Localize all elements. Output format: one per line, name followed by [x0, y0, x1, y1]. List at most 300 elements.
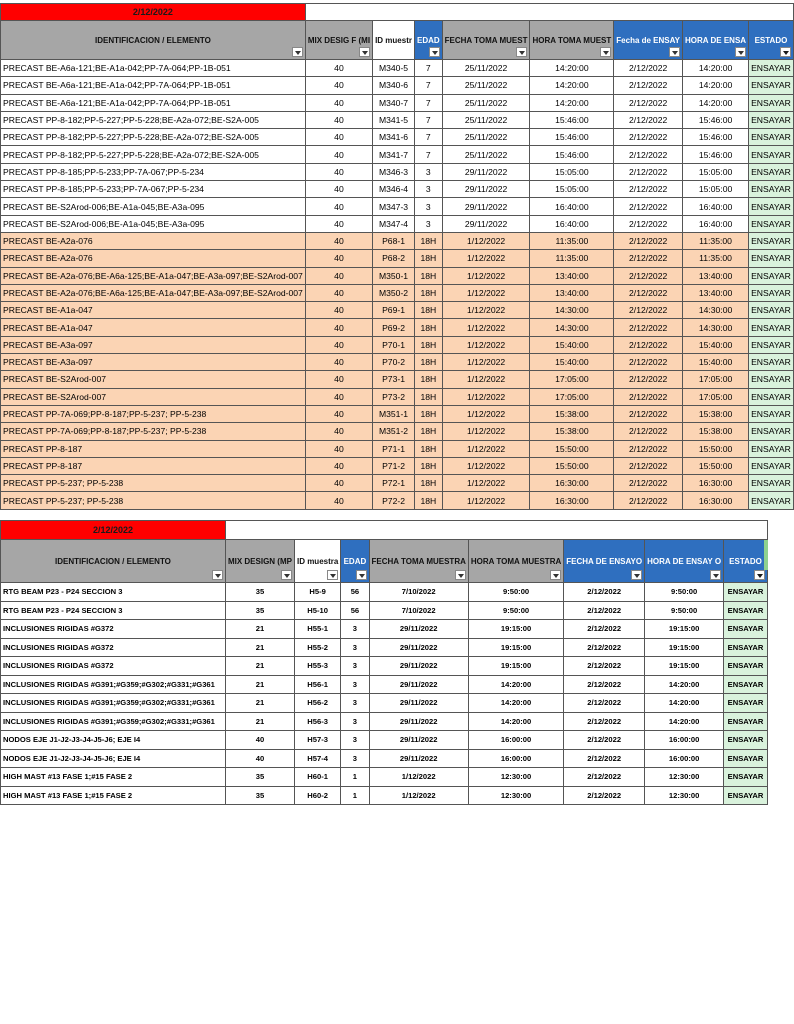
- cell-hora-toma[interactable]: 15:50:00: [530, 440, 614, 457]
- cell-mix-design[interactable]: 40: [305, 111, 372, 128]
- cell-edad[interactable]: 3: [341, 712, 369, 731]
- cell-identificacion[interactable]: PRECAST BE-S2Arod-007: [1, 371, 306, 388]
- cell-hora-toma[interactable]: 15:05:00: [530, 163, 614, 180]
- cell-identificacion[interactable]: PRECAST BE-A1a-047: [1, 319, 306, 336]
- cell-hora-toma[interactable]: 9:50:00: [468, 583, 563, 602]
- cell-hora-ensayo[interactable]: 14:20:00: [645, 712, 724, 731]
- cell-hora-toma[interactable]: 16:00:00: [468, 749, 563, 768]
- cell-estado[interactable]: ENSAYAR: [749, 163, 794, 180]
- cell-fecha-toma[interactable]: 25/11/2022: [442, 129, 530, 146]
- cell-identificacion[interactable]: PRECAST BE-A6a-121;BE-A1a-042;PP-7A-064;PP-1B-051: [1, 60, 306, 77]
- cell-edad[interactable]: 18H: [414, 354, 442, 371]
- filter-active-icon[interactable]: [754, 570, 765, 580]
- cell-hora-ensayo[interactable]: 11:35:00: [683, 250, 749, 267]
- cell-mix-design[interactable]: 40: [305, 319, 372, 336]
- cell-edad[interactable]: 56: [341, 583, 369, 602]
- cell-hora-toma[interactable]: 12:30:00: [468, 768, 563, 787]
- cell-hora-toma[interactable]: 16:00:00: [468, 731, 563, 750]
- cell-estado[interactable]: ENSAYAR: [749, 181, 794, 198]
- cell-identificacion[interactable]: PRECAST BE-S2Arod-007: [1, 388, 306, 405]
- table-row[interactable]: [1, 129, 794, 146]
- cell-id-muestra[interactable]: M341-5: [373, 111, 415, 128]
- filter-active-icon[interactable]: [780, 47, 791, 57]
- cell-edad[interactable]: 18H: [414, 475, 442, 492]
- cell-hora-toma[interactable]: 14:20:00: [530, 94, 614, 111]
- cell-edad[interactable]: 18H: [414, 492, 442, 509]
- cell-estado[interactable]: ENSAYAR: [724, 694, 768, 713]
- cell-edad[interactable]: 7: [414, 94, 442, 111]
- cell-id-muestra[interactable]: M347-3: [373, 198, 415, 215]
- cell-estado[interactable]: ENSAYAR: [749, 440, 794, 457]
- cell-identificacion[interactable]: RTG BEAM P23 - P24 SECCION 3: [1, 583, 226, 602]
- cell-id-muestra[interactable]: P68-2: [373, 250, 415, 267]
- table-row[interactable]: [1, 336, 794, 353]
- filter-dropdown-icon[interactable]: [550, 570, 561, 580]
- cell-identificacion[interactable]: PRECAST BE-A2a-076;BE-A6a-125;BE-A1a-047;BE-A3a-097;BE-S2Arod-007: [1, 284, 306, 301]
- cell-estado[interactable]: ENSAYAR: [724, 749, 768, 768]
- table-row[interactable]: [1, 181, 794, 198]
- cell-hora-ensayo[interactable]: 17:05:00: [683, 388, 749, 405]
- cell-hora-ensayo[interactable]: 14:20:00: [645, 694, 724, 713]
- filter-dropdown-icon[interactable]: [735, 47, 746, 57]
- cell-hora-toma[interactable]: 14:20:00: [468, 675, 563, 694]
- table-row[interactable]: [1, 440, 794, 457]
- cell-estado[interactable]: ENSAYAR: [749, 215, 794, 232]
- table-row[interactable]: [1, 94, 794, 111]
- cell-hora-ensayo[interactable]: 13:40:00: [683, 267, 749, 284]
- cell-hora-ensayo[interactable]: 11:35:00: [683, 232, 749, 249]
- table-row[interactable]: [1, 492, 794, 509]
- cell-fecha-ensayo[interactable]: 2/12/2022: [564, 768, 645, 787]
- table-row[interactable]: [1, 232, 794, 249]
- cell-mix-design[interactable]: 40: [225, 749, 294, 768]
- cell-estado[interactable]: ENSAYAR: [749, 336, 794, 353]
- cell-fecha-ensayo[interactable]: 2/12/2022: [614, 146, 683, 163]
- cell-fecha-ensayo[interactable]: 2/12/2022: [564, 620, 645, 639]
- cell-fecha-toma[interactable]: 1/12/2022: [442, 250, 530, 267]
- cell-id-muestra[interactable]: H60-1: [294, 768, 340, 787]
- cell-mix-design[interactable]: 40: [305, 302, 372, 319]
- cell-hora-toma[interactable]: 15:40:00: [530, 354, 614, 371]
- cell-mix-design[interactable]: 40: [305, 388, 372, 405]
- cell-hora-toma[interactable]: 14:20:00: [468, 712, 563, 731]
- cell-hora-toma[interactable]: 14:30:00: [530, 319, 614, 336]
- cell-id-muestra[interactable]: H55-1: [294, 620, 340, 639]
- table-row[interactable]: [1, 284, 794, 301]
- cell-identificacion[interactable]: PRECAST BE-A3a-097: [1, 336, 306, 353]
- cell-fecha-toma[interactable]: 29/11/2022: [442, 181, 530, 198]
- cell-edad[interactable]: 7: [414, 60, 442, 77]
- cell-edad[interactable]: 18H: [414, 302, 442, 319]
- cell-fecha-toma[interactable]: 1/12/2022: [442, 284, 530, 301]
- cell-fecha-toma[interactable]: 29/11/2022: [442, 198, 530, 215]
- cell-mix-design[interactable]: 35: [225, 786, 294, 805]
- cell-hora-ensayo[interactable]: 14:20:00: [683, 77, 749, 94]
- cell-identificacion[interactable]: PRECAST BE-S2Arod-006;BE-A1a-045;BE-A3a-095: [1, 198, 306, 215]
- cell-mix-design[interactable]: 40: [305, 457, 372, 474]
- cell-estado[interactable]: ENSAYAR: [724, 620, 768, 639]
- cell-identificacion[interactable]: INCLUSIONES RIGIDAS #G391;#G359;#G302;#G331;#G361: [1, 675, 226, 694]
- cell-mix-design[interactable]: 40: [305, 181, 372, 198]
- cell-fecha-toma[interactable]: 1/12/2022: [442, 423, 530, 440]
- cell-fecha-toma[interactable]: 29/11/2022: [442, 163, 530, 180]
- cell-hora-ensayo[interactable]: 19:15:00: [645, 638, 724, 657]
- cell-identificacion[interactable]: PRECAST BE-S2Arod-006;BE-A1a-045;BE-A3a-095: [1, 215, 306, 232]
- cell-fecha-ensayo[interactable]: 2/12/2022: [614, 60, 683, 77]
- table-row[interactable]: [1, 749, 768, 768]
- cell-mix-design[interactable]: 21: [225, 712, 294, 731]
- cell-fecha-ensayo[interactable]: 2/12/2022: [614, 319, 683, 336]
- filter-dropdown-icon[interactable]: [631, 570, 642, 580]
- table-row[interactable]: [1, 457, 794, 474]
- cell-hora-ensayo[interactable]: 15:50:00: [683, 457, 749, 474]
- cell-id-muestra[interactable]: M341-7: [373, 146, 415, 163]
- cell-id-muestra[interactable]: H5-10: [294, 601, 340, 620]
- cell-edad[interactable]: 3: [341, 731, 369, 750]
- cell-hora-ensayo[interactable]: 15:40:00: [683, 336, 749, 353]
- cell-identificacion[interactable]: INCLUSIONES RIGIDAS #G372: [1, 620, 226, 639]
- cell-identificacion[interactable]: PRECAST PP-5-237; PP-5-238: [1, 475, 306, 492]
- cell-id-muestra[interactable]: M340-5: [373, 60, 415, 77]
- cell-fecha-toma[interactable]: 29/11/2022: [369, 675, 468, 694]
- table-row[interactable]: [1, 60, 794, 77]
- cell-fecha-ensayo[interactable]: 2/12/2022: [614, 94, 683, 111]
- cell-fecha-toma[interactable]: 25/11/2022: [442, 94, 530, 111]
- cell-estado[interactable]: ENSAYAR: [724, 583, 768, 602]
- filter-dropdown-icon[interactable]: [669, 47, 680, 57]
- cell-fecha-ensayo[interactable]: 2/12/2022: [614, 198, 683, 215]
- cell-hora-toma[interactable]: 14:20:00: [530, 60, 614, 77]
- cell-estado[interactable]: ENSAYAR: [749, 354, 794, 371]
- filter-dropdown-icon[interactable]: [710, 570, 721, 580]
- cell-hora-ensayo[interactable]: 16:40:00: [683, 198, 749, 215]
- cell-hora-toma[interactable]: 16:30:00: [530, 492, 614, 509]
- cell-hora-toma[interactable]: 15:46:00: [530, 146, 614, 163]
- cell-fecha-ensayo[interactable]: 2/12/2022: [564, 786, 645, 805]
- cell-hora-ensayo[interactable]: 16:30:00: [683, 492, 749, 509]
- cell-hora-ensayo[interactable]: 14:20:00: [645, 675, 724, 694]
- cell-mix-design[interactable]: 21: [225, 638, 294, 657]
- cell-identificacion[interactable]: HIGH MAST #13 FASE 1;#15 FASE 2: [1, 786, 226, 805]
- cell-hora-ensayo[interactable]: 17:05:00: [683, 371, 749, 388]
- cell-edad[interactable]: 7: [414, 129, 442, 146]
- cell-estado[interactable]: ENSAYAR: [724, 731, 768, 750]
- filter-dropdown-icon[interactable]: [429, 47, 440, 57]
- cell-hora-toma[interactable]: 15:46:00: [530, 111, 614, 128]
- cell-fecha-ensayo[interactable]: 2/12/2022: [614, 77, 683, 94]
- cell-identificacion[interactable]: PRECAST BE-A6a-121;BE-A1a-042;PP-7A-064;PP-1B-051: [1, 77, 306, 94]
- cell-fecha-ensayo[interactable]: 2/12/2022: [614, 475, 683, 492]
- cell-estado[interactable]: ENSAYAR: [724, 786, 768, 805]
- cell-estado[interactable]: ENSAYAR: [749, 129, 794, 146]
- cell-edad[interactable]: 18H: [414, 405, 442, 422]
- table-row[interactable]: [1, 405, 794, 422]
- cell-id-muestra[interactable]: P73-2: [373, 388, 415, 405]
- cell-hora-toma[interactable]: 15:46:00: [530, 129, 614, 146]
- cell-fecha-toma[interactable]: 7/10/2022: [369, 601, 468, 620]
- cell-identificacion[interactable]: NODOS EJE J1-J2-J3-J4-J5-J6; EJE I4: [1, 731, 226, 750]
- cell-identificacion[interactable]: INCLUSIONES RIGIDAS #G372: [1, 638, 226, 657]
- cell-hora-toma[interactable]: 16:40:00: [530, 198, 614, 215]
- cell-edad[interactable]: 18H: [414, 457, 442, 474]
- cell-estado[interactable]: ENSAYAR: [749, 146, 794, 163]
- filter-dropdown-icon[interactable]: [359, 47, 370, 57]
- cell-hora-toma[interactable]: 19:15:00: [468, 657, 563, 676]
- cell-id-muestra[interactable]: P69-2: [373, 319, 415, 336]
- cell-id-muestra[interactable]: M341-6: [373, 129, 415, 146]
- cell-hora-ensayo[interactable]: 15:38:00: [683, 423, 749, 440]
- cell-mix-design[interactable]: 21: [225, 694, 294, 713]
- cell-hora-toma[interactable]: 17:05:00: [530, 371, 614, 388]
- cell-identificacion[interactable]: PRECAST BE-A6a-121;BE-A1a-042;PP-7A-064;PP-1B-051: [1, 94, 306, 111]
- cell-hora-toma[interactable]: 14:30:00: [530, 302, 614, 319]
- cell-mix-design[interactable]: 40: [305, 475, 372, 492]
- cell-hora-ensayo[interactable]: 9:50:00: [645, 601, 724, 620]
- cell-fecha-toma[interactable]: 25/11/2022: [442, 77, 530, 94]
- table-row[interactable]: [1, 77, 794, 94]
- cell-mix-design[interactable]: 40: [305, 198, 372, 215]
- cell-fecha-toma[interactable]: 1/12/2022: [442, 440, 530, 457]
- cell-fecha-ensayo[interactable]: 2/12/2022: [564, 583, 645, 602]
- cell-mix-design[interactable]: 35: [225, 583, 294, 602]
- table-row[interactable]: [1, 675, 768, 694]
- cell-identificacion[interactable]: PRECAST BE-A1a-047: [1, 302, 306, 319]
- cell-edad[interactable]: 3: [341, 657, 369, 676]
- cell-id-muestra[interactable]: H57-3: [294, 731, 340, 750]
- cell-fecha-ensayo[interactable]: 2/12/2022: [614, 354, 683, 371]
- cell-hora-toma[interactable]: 16:40:00: [530, 215, 614, 232]
- cell-edad[interactable]: 3: [341, 620, 369, 639]
- filter-dropdown-icon[interactable]: [327, 570, 338, 580]
- cell-identificacion[interactable]: PRECAST BE-A2a-076: [1, 250, 306, 267]
- cell-edad[interactable]: 3: [414, 181, 442, 198]
- cell-identificacion[interactable]: PRECAST PP-8-185;PP-5-233;PP-7A-067;PP-5-234: [1, 181, 306, 198]
- cell-mix-design[interactable]: 40: [305, 129, 372, 146]
- cell-id-muestra[interactable]: M351-1: [373, 405, 415, 422]
- cell-hora-toma[interactable]: 14:20:00: [468, 694, 563, 713]
- cell-estado[interactable]: ENSAYAR: [724, 601, 768, 620]
- cell-edad[interactable]: 3: [414, 198, 442, 215]
- table-row[interactable]: [1, 111, 794, 128]
- filter-dropdown-icon[interactable]: [600, 47, 611, 57]
- cell-fecha-ensayo[interactable]: 2/12/2022: [614, 336, 683, 353]
- cell-identificacion[interactable]: PRECAST PP-7A-069;PP-8-187;PP-5-237; PP-5-238: [1, 405, 306, 422]
- cell-mix-design[interactable]: 40: [305, 423, 372, 440]
- cell-identificacion[interactable]: INCLUSIONES RIGIDAS #G391;#G359;#G302;#G331;#G361: [1, 712, 226, 731]
- table-row[interactable]: [1, 423, 794, 440]
- cell-fecha-toma[interactable]: 1/12/2022: [369, 768, 468, 787]
- cell-edad[interactable]: 18H: [414, 388, 442, 405]
- cell-estado[interactable]: ENSAYAR: [749, 302, 794, 319]
- cell-id-muestra[interactable]: H60-2: [294, 786, 340, 805]
- cell-edad[interactable]: 18H: [414, 336, 442, 353]
- cell-fecha-ensayo[interactable]: 2/12/2022: [614, 163, 683, 180]
- cell-identificacion[interactable]: INCLUSIONES RIGIDAS #G391;#G359;#G302;#G331;#G361: [1, 694, 226, 713]
- cell-edad[interactable]: 56: [341, 601, 369, 620]
- cell-identificacion[interactable]: PRECAST PP-8-182;PP-5-227;PP-5-228;BE-A2a-072;BE-S2A-005: [1, 146, 306, 163]
- cell-fecha-toma[interactable]: 1/12/2022: [442, 405, 530, 422]
- cell-estado[interactable]: ENSAYAR: [749, 388, 794, 405]
- cell-id-muestra[interactable]: P70-2: [373, 354, 415, 371]
- cell-edad[interactable]: 1: [341, 786, 369, 805]
- cell-hora-toma[interactable]: 12:30:00: [468, 786, 563, 805]
- cell-edad[interactable]: 18H: [414, 440, 442, 457]
- cell-fecha-ensayo[interactable]: 2/12/2022: [614, 267, 683, 284]
- cell-identificacion[interactable]: PRECAST PP-7A-069;PP-8-187;PP-5-237; PP-5-238: [1, 423, 306, 440]
- cell-estado[interactable]: ENSAYAR: [749, 94, 794, 111]
- cell-fecha-toma[interactable]: 29/11/2022: [369, 694, 468, 713]
- cell-edad[interactable]: 3: [341, 638, 369, 657]
- cell-hora-toma[interactable]: 13:40:00: [530, 267, 614, 284]
- cell-id-muestra[interactable]: H55-3: [294, 657, 340, 676]
- cell-mix-design[interactable]: 40: [305, 215, 372, 232]
- cell-hora-ensayo[interactable]: 12:30:00: [645, 768, 724, 787]
- cell-edad[interactable]: 3: [341, 694, 369, 713]
- filter-dropdown-icon[interactable]: [516, 47, 527, 57]
- cell-id-muestra[interactable]: P72-1: [373, 475, 415, 492]
- cell-fecha-toma[interactable]: 29/11/2022: [369, 731, 468, 750]
- cell-fecha-toma[interactable]: 1/12/2022: [442, 267, 530, 284]
- cell-estado[interactable]: ENSAYAR: [749, 319, 794, 336]
- table-row[interactable]: [1, 302, 794, 319]
- cell-fecha-ensayo[interactable]: 2/12/2022: [564, 638, 645, 657]
- cell-hora-ensayo[interactable]: 15:05:00: [683, 163, 749, 180]
- cell-identificacion[interactable]: PRECAST PP-5-237; PP-5-238: [1, 492, 306, 509]
- cell-mix-design[interactable]: 40: [305, 371, 372, 388]
- cell-mix-design[interactable]: 21: [225, 620, 294, 639]
- table-row[interactable]: [1, 657, 768, 676]
- cell-identificacion[interactable]: NODOS EJE J1-J2-J3-J4-J5-J6; EJE I4: [1, 749, 226, 768]
- cell-mix-design[interactable]: 40: [305, 163, 372, 180]
- cell-hora-ensayo[interactable]: 14:30:00: [683, 319, 749, 336]
- cell-fecha-ensayo[interactable]: 2/12/2022: [564, 657, 645, 676]
- cell-estado[interactable]: ENSAYAR: [724, 768, 768, 787]
- cell-estado[interactable]: ENSAYAR: [749, 371, 794, 388]
- cell-hora-ensayo[interactable]: 12:30:00: [645, 786, 724, 805]
- cell-edad[interactable]: 18H: [414, 267, 442, 284]
- cell-hora-ensayo[interactable]: 15:46:00: [683, 111, 749, 128]
- cell-id-muestra[interactable]: M346-4: [373, 181, 415, 198]
- cell-estado[interactable]: ENSAYAR: [724, 712, 768, 731]
- cell-fecha-ensayo[interactable]: 2/12/2022: [614, 440, 683, 457]
- cell-id-muestra[interactable]: M340-6: [373, 77, 415, 94]
- table-row[interactable]: [1, 786, 768, 805]
- filter-dropdown-icon[interactable]: [455, 570, 466, 580]
- cell-fecha-ensayo[interactable]: 2/12/2022: [614, 302, 683, 319]
- cell-identificacion[interactable]: INCLUSIONES RIGIDAS #G372: [1, 657, 226, 676]
- cell-id-muestra[interactable]: P68-1: [373, 232, 415, 249]
- cell-edad[interactable]: 3: [341, 749, 369, 768]
- cell-estado[interactable]: ENSAYAR: [724, 638, 768, 657]
- cell-mix-design[interactable]: 21: [225, 675, 294, 694]
- filter-dropdown-icon[interactable]: [292, 47, 303, 57]
- cell-id-muestra[interactable]: P71-1: [373, 440, 415, 457]
- cell-edad[interactable]: 3: [414, 163, 442, 180]
- cell-hora-toma[interactable]: 15:38:00: [530, 405, 614, 422]
- cell-estado[interactable]: ENSAYAR: [724, 657, 768, 676]
- cell-estado[interactable]: ENSAYAR: [749, 198, 794, 215]
- cell-fecha-ensayo[interactable]: 2/12/2022: [564, 712, 645, 731]
- cell-id-muestra[interactable]: H55-2: [294, 638, 340, 657]
- cell-fecha-ensayo[interactable]: 2/12/2022: [614, 388, 683, 405]
- table-row[interactable]: [1, 250, 794, 267]
- cell-id-muestra[interactable]: H56-3: [294, 712, 340, 731]
- table-row[interactable]: [1, 712, 768, 731]
- cell-fecha-toma[interactable]: 7/10/2022: [369, 583, 468, 602]
- cell-mix-design[interactable]: 40: [305, 267, 372, 284]
- cell-fecha-toma[interactable]: 1/12/2022: [369, 786, 468, 805]
- cell-hora-toma[interactable]: 11:35:00: [530, 250, 614, 267]
- cell-mix-design[interactable]: 40: [305, 94, 372, 111]
- cell-hora-toma[interactable]: 13:40:00: [530, 284, 614, 301]
- table-row[interactable]: [1, 371, 794, 388]
- cell-fecha-toma[interactable]: 29/11/2022: [442, 215, 530, 232]
- cell-mix-design[interactable]: 40: [305, 60, 372, 77]
- cell-mix-design[interactable]: 40: [305, 492, 372, 509]
- table-row[interactable]: [1, 267, 794, 284]
- cell-estado[interactable]: ENSAYAR: [749, 405, 794, 422]
- table-row[interactable]: [1, 620, 768, 639]
- cell-identificacion[interactable]: PRECAST BE-A2a-076;BE-A6a-125;BE-A1a-047;BE-A3a-097;BE-S2Arod-007: [1, 267, 306, 284]
- cell-id-muestra[interactable]: H56-2: [294, 694, 340, 713]
- cell-fecha-ensayo[interactable]: 2/12/2022: [564, 675, 645, 694]
- cell-edad[interactable]: 7: [414, 146, 442, 163]
- table-row[interactable]: [1, 731, 768, 750]
- cell-id-muestra[interactable]: M350-2: [373, 284, 415, 301]
- cell-edad[interactable]: 18H: [414, 284, 442, 301]
- cell-id-muestra[interactable]: M350-1: [373, 267, 415, 284]
- table-row[interactable]: [1, 146, 794, 163]
- cell-estado[interactable]: ENSAYAR: [749, 475, 794, 492]
- cell-id-muestra[interactable]: M340-7: [373, 94, 415, 111]
- cell-fecha-toma[interactable]: 1/12/2022: [442, 371, 530, 388]
- cell-estado[interactable]: ENSAYAR: [749, 232, 794, 249]
- table-row[interactable]: [1, 638, 768, 657]
- cell-id-muestra[interactable]: P73-1: [373, 371, 415, 388]
- cell-fecha-ensayo[interactable]: 2/12/2022: [614, 232, 683, 249]
- cell-estado[interactable]: ENSAYAR: [749, 77, 794, 94]
- table-row[interactable]: [1, 198, 794, 215]
- cell-mix-design[interactable]: 40: [305, 232, 372, 249]
- cell-hora-ensayo[interactable]: 16:30:00: [683, 475, 749, 492]
- cell-id-muestra[interactable]: H5-9: [294, 583, 340, 602]
- cell-hora-ensayo[interactable]: 15:46:00: [683, 129, 749, 146]
- cell-identificacion[interactable]: PRECAST BE-A2a-076: [1, 232, 306, 249]
- cell-hora-ensayo[interactable]: 16:00:00: [645, 749, 724, 768]
- cell-hora-toma[interactable]: 11:35:00: [530, 232, 614, 249]
- cell-fecha-toma[interactable]: 25/11/2022: [442, 111, 530, 128]
- cell-hora-toma[interactable]: 19:15:00: [468, 638, 563, 657]
- cell-mix-design[interactable]: 40: [305, 336, 372, 353]
- cell-mix-design[interactable]: 40: [305, 440, 372, 457]
- cell-fecha-ensayo[interactable]: 2/12/2022: [564, 731, 645, 750]
- cell-mix-design[interactable]: 35: [225, 601, 294, 620]
- table-row[interactable]: [1, 163, 794, 180]
- cell-fecha-ensayo[interactable]: 2/12/2022: [614, 423, 683, 440]
- cell-identificacion[interactable]: PRECAST PP-8-182;PP-5-227;PP-5-228;BE-A2a-072;BE-S2A-005: [1, 129, 306, 146]
- cell-hora-ensayo[interactable]: 16:40:00: [683, 215, 749, 232]
- cell-estado[interactable]: ENSAYAR: [749, 492, 794, 509]
- cell-fecha-toma[interactable]: 1/12/2022: [442, 336, 530, 353]
- table-row[interactable]: [1, 475, 794, 492]
- cell-id-muestra[interactable]: P70-1: [373, 336, 415, 353]
- cell-edad[interactable]: 18H: [414, 319, 442, 336]
- cell-mix-design[interactable]: 21: [225, 657, 294, 676]
- cell-mix-design[interactable]: 40: [305, 405, 372, 422]
- cell-fecha-toma[interactable]: 29/11/2022: [369, 620, 468, 639]
- cell-fecha-ensayo[interactable]: 2/12/2022: [564, 694, 645, 713]
- cell-mix-design[interactable]: 40: [305, 146, 372, 163]
